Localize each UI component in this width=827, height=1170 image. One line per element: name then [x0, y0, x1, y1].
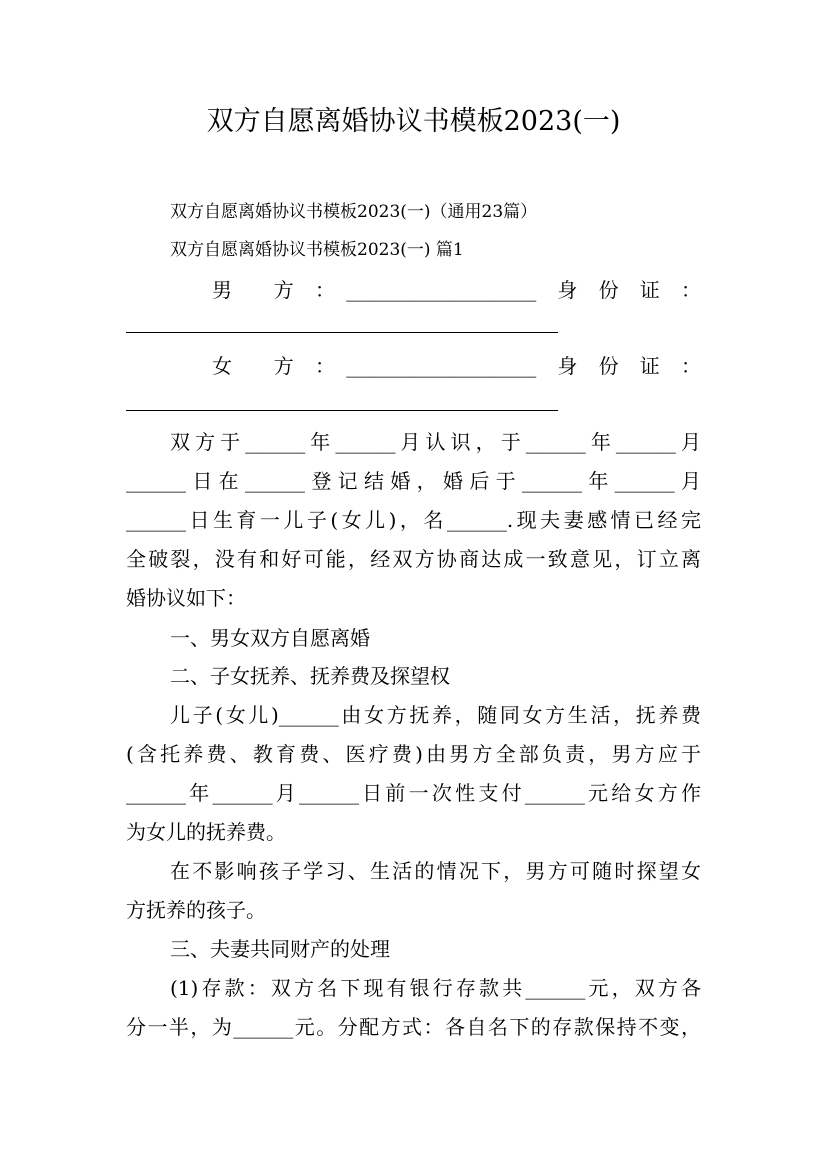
wife-id-blank: [126, 410, 558, 411]
para1-line-3: ______日生育一儿子(女儿)，名______.现夫妻感情已经完: [126, 508, 701, 532]
section-1-heading: 一、男女双方自愿离婚: [170, 626, 370, 650]
para4-line-2: 分一半，为______元。分配方式：各自名下的存款保持不变，: [126, 1015, 701, 1039]
para1-line-5: 婚协议如下：: [126, 586, 246, 610]
para1-line-1: 双方于______年______月认识，于______年______月: [170, 430, 701, 454]
para2-line-2: (含托养费、教育费、医疗费)由男方全部负责，男方应于: [126, 742, 701, 766]
wife-id-line: 女 方 ： ___________________ 身 份 证 ：: [212, 354, 701, 378]
section-2-heading: 二、子女抚养、抚养费及探望权: [170, 664, 450, 688]
para2-line-1: 儿子(女儿)______由女方抚养，随同女方生活，抚养费: [170, 703, 701, 727]
subtitle-line-2: 双方自愿离婚协议书模板2023(一) 篇1: [170, 240, 464, 260]
document-title: 双方自愿离婚协议书模板2023(一): [206, 106, 621, 137]
section-3-heading: 三、夫妻共同财产的处理: [170, 937, 390, 961]
para3-line-2: 方抚养的孩子。: [126, 898, 266, 922]
husband-id-blank: [126, 332, 558, 333]
para2-line-4: 为女儿的抚养费。: [126, 820, 286, 844]
para3-line-1: 在不影响孩子学习、生活的情况下，男方可随时探望女: [170, 859, 701, 883]
husband-id-line: 男 方 ： ___________________ 身 份 证 ：: [212, 278, 701, 302]
para1-line-2: ______日在______登记结婚，婚后于______年______月: [126, 469, 701, 493]
para4-line-1: (1)存款：双方名下现有银行存款共______元，双方各: [170, 976, 701, 1000]
para1-line-4: 全破裂，没有和好可能，经双方协商达成一致意见，订立离: [126, 547, 701, 571]
para2-line-3: ______年______月______日前一次性支付______元给女方作: [126, 781, 701, 805]
subtitle-line-1: 双方自愿离婚协议书模板2023(一)（通用23篇）: [170, 202, 538, 222]
